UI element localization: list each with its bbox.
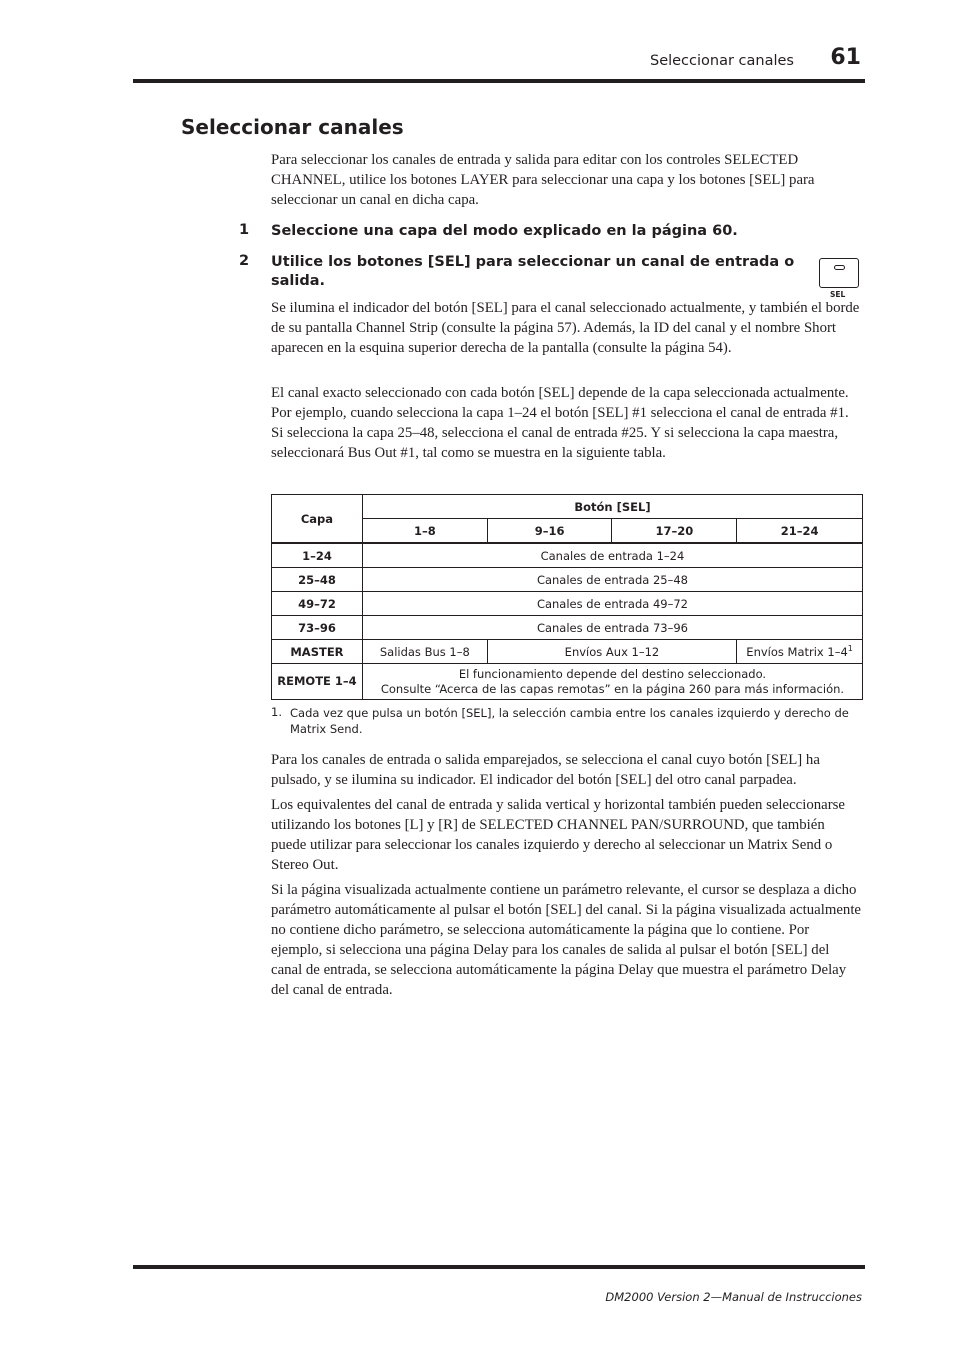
master-aux-send: Envíos Aux 1–12 — [487, 640, 736, 664]
running-header-section: Seleccionar canales — [649, 53, 794, 69]
remote-line-1: El funcionamiento depende del destino seleccionado. — [458, 666, 767, 681]
step-1-number: 1 — [239, 222, 250, 238]
footnote-ref: 1 — [847, 644, 853, 654]
paired-paragraph: Para los canales de entrada o salida emparejados, se selecciona el canal cuyo botón [SEL] ha pulsado, y se ilumina su indicador. El indicador del botón [SEL] del otro canal parpadea. — [271, 752, 820, 788]
table-row — [272, 568, 863, 592]
step-2-number: 2 — [239, 253, 250, 269]
row-value: Canales de entrada 73–96 — [362, 616, 862, 640]
step-1-text: Seleccione una capa del modo explicado en la página 60. — [271, 223, 738, 239]
row-value: Canales de entrada 49–72 — [362, 592, 862, 616]
sel-button-icon — [819, 258, 859, 288]
step-2-text: Utilice los botones [SEL] para seleccionar un canal de entrada o salida. — [271, 254, 795, 289]
sel-button-label: SEL — [830, 290, 846, 299]
row-capa: 49–72 — [272, 592, 363, 616]
row-capa: 25–48 — [272, 568, 363, 592]
section-title: Seleccionar canales — [181, 115, 404, 139]
row-value: Canales de entrada 25–48 — [362, 568, 862, 592]
matrix-send-label: Envíos Matrix 1–4 — [746, 644, 848, 659]
sel-indicator-icon — [834, 265, 845, 270]
remote-value — [362, 664, 862, 700]
sel-layer-table — [271, 494, 863, 700]
indicator-paragraph: Se ilumina el indicador del botón [SEL] para el canal seleccionado actualmente, y también el borde de su pantalla Channel Strip (consulte la página 57). Además, la ID del canal y el nombre Short aparecen en la esquina superior derecha de la pantalla (consulte la página 54). — [271, 300, 860, 356]
header-rule — [133, 79, 865, 83]
footnote-text: Cada vez que pulsa un botón [SEL], la selección cambia entre los canales izquierdo y derecho de Matrix Send. — [290, 706, 849, 736]
footnote-number: 1. — [271, 705, 282, 719]
table-subhead: 9–16 — [487, 519, 612, 544]
row-capa: REMOTE 1–4 — [272, 664, 363, 700]
table-subhead: 17–20 — [612, 519, 737, 544]
exact-channel-paragraph: El canal exacto seleccionado con cada botón [SEL] depende de la capa seleccionada actualmente. Por ejemplo, cuando selecciona la capa 1–24 el botón [SEL] #1 selecciona el canal de entrada #1. Si selecciona la capa 25–48, selecciona el canal de entrada #25. Y si selecciona la capa maestra, seleccionará Bus Out #1, tal como se muestra en la siguiente tabla. — [271, 385, 849, 461]
master-bus-out: Salidas Bus 1–8 — [362, 640, 487, 664]
table-row — [272, 543, 863, 568]
table-row — [272, 616, 863, 640]
row-capa: 73–96 — [272, 616, 363, 640]
table-head-capa: Capa — [272, 495, 363, 544]
table-head-boton: Botón [SEL] — [362, 495, 862, 519]
row-value: Canales de entrada 1–24 — [362, 543, 862, 568]
remote-line-2: Consulte “Acerca de las capas remotas” en la página 260 para más información. — [380, 681, 845, 696]
intro-paragraph: Para seleccionar los canales de entrada y salida para editar con los controles SELECTED CHANNEL, utilice los botones LAYER para seleccionar una capa y los botones [SEL] para seleccionar un canal en dicha capa. — [271, 152, 815, 208]
footer-rule — [133, 1265, 865, 1269]
equivalents-paragraph: Los equivalentes del canal de entrada y salida vertical y horizontal también pueden seleccionarse utilizando los botones [L] y [R] de SELECTED CHANNEL PAN/SURROUND, que también puede utilizar para seleccionar los canales izquierdo y derecho al seleccionar un Matrix Send o Stereo Out. — [271, 797, 845, 873]
table-row-remote — [272, 664, 863, 700]
row-capa: MASTER — [272, 640, 363, 664]
table-row-master — [272, 640, 863, 664]
page-number: 61 — [830, 45, 861, 70]
table-subhead: 1–8 — [362, 519, 487, 544]
table-subhead: 21–24 — [737, 519, 863, 544]
row-capa: 1–24 — [272, 543, 363, 568]
footer-text: DM2000 Version 2—Manual de Instrucciones — [605, 1290, 862, 1304]
table-row — [272, 592, 863, 616]
master-matrix-send — [737, 640, 863, 664]
cursor-paragraph: Si la página visualizada actualmente contiene un parámetro relevante, el cursor se desplaza a dicho parámetro automáticamente al pulsar el botón [SEL] del canal. Si la página visualizada actualmente no contiene dicho parámetro, se selecciona automáticamente la página que lo contiene. Por ejemplo, si selecciona una página Delay para los canales de salida al pulsar el botón [SEL] del canal de entrada, se selecciona automáticamente la página Delay que muestra el parámetro Delay del canal de entrada. — [271, 882, 861, 998]
